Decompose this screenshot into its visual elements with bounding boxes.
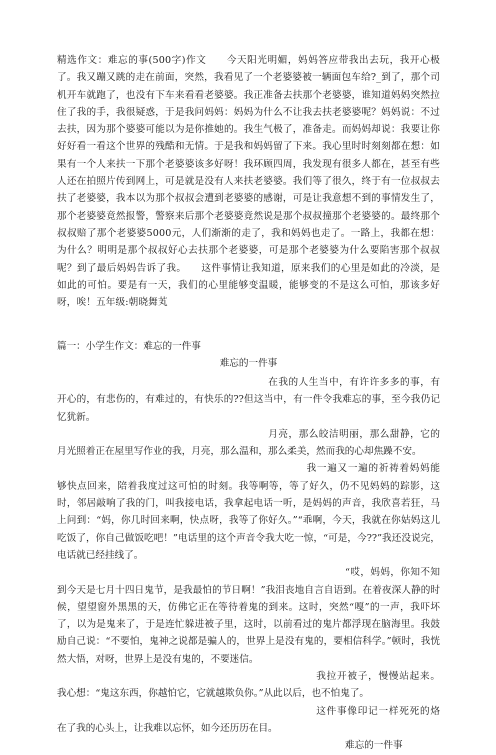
essay-2-story — [57, 374, 440, 755]
story-paragraph-2: 月亮，那么皎洁明丽，那么甜静，它的月光照着正在屋里写作业的我，月亮，那么温和，那么柔美，然而我的心却焦躁不安。 — [57, 428, 440, 458]
essay-2-title: 难忘的一件事 — [219, 358, 278, 369]
story-paragraph-4: “哎，妈妈，你知不知到今天是七月十四日鬼节，是我最怕的节日啊！”我泪丧地自言自语到。在着夜深人静的时候，望望窗外黑黑的天，仿佛它正在等待着鬼的到来。这时，突然“嘎”的一声，我吓坏了，以为是鬼来了，于是连忙躲进被子里，这时，以前看过的鬼片都浮现在脑海里。我鼓励自己说：“不要怕，鬼神之说都是骗人的，世界上是没有鬼的，要相信科学。”顿时，我恍然大悟，对呀，世界上是没有鬼的，不要迷信。 — [57, 567, 440, 665]
story-paragraph-1: 在我的人生当中，有许许多多的事，有开心的，有悲伤的，有难过的，有快乐的??但这当中，有一件令我难忘的事，至今我仍记忆犹新。 — [57, 377, 440, 423]
essay-2-heading: 篇一：小学生作文：难忘的一件事 — [57, 341, 201, 352]
story-paragraph-7: 难忘的一件事 — [345, 740, 403, 752]
story-paragraph-3: 我一遍又一遍的祈祷着妈妈能够快点回来，陪着我度过这可怕的时刻。我等啊等，等了好久，仍不见妈妈的踪影，这时，邻居敲响了我的门，叫我接电话，我拿起电话一听，是妈妈的声音，我欣喜若狂，马上问到：“妈，你几时回来啊，快点呀，我等了你好久。”“乖啊，今天，我就在你姑妈这儿吃饭了，你自己做饭吃吧！”电话里的这个声音令我大吃一惊，“可是，今??”我还没说完，电话就已经挂线了。 — [57, 463, 440, 561]
story-paragraph-6: 这件事像印记一样死死的烙在了我的心头上，让我难以忘怀，如今还历历在目。 — [57, 705, 440, 734]
essay-1-body: 精选作文：难忘的事(500字)作文 今天阳光明媚，妈妈答应带我出去玩，我开心极了。我又蹦又跳的走在前面，突然，我看见了一个老婆婆被一辆面包车给?_到了，那个司机开车就跑了，也没有下车来看看老婆婆。我正准备去扶那个老婆婆，谁知道妈妈突然拉住了我的手，我很疑惑，于是我问妈妈：妈妈为什么不让我去扶老婆婆呢？妈妈说：不过去扶，因为那个婆婆可能以为是你推她的。我生气极了，准备走。而妈妈却说：我要让你好好看一看这个世界的残酷和无情。于是我和妈妈留了下来。我心里时时刻刻都在想：如果有一个人来扶一下那个老婆婆该多好呀！我环顾四周，我发现有很多人都在，甚至有些人还在拍照片传到网上，可是就是没有人来扶老婆婆。我们等了很久，终于有一位叔叔去扶了老婆婆，我本以为那个叔叔会遭到老婆婆的感谢，可是让我意想不到的事情发生了，那个老婆婆竟然报警，警察来后那个老婆婆竟然说是那个叔叔撞那个老婆婆的。最终那个叔叔赔了那个老婆婆5000元，人们渐渐的走了，我和妈妈也走了。一路上，我都在想：为什么？明明是那个叔叔好心去扶那个老婆婆，可是那个老婆婆为什么要陷害那个叔叔呢？到了最后妈妈告诉了我。 这件事情让我知道，原来我们的心里是如此的冷淡，是如此的可怕。要是有一天，我们的心里能够变温暖，能够变的不是这么可怕，那该多好呀，唉！五年级:朝晓舞芄 — [57, 55, 440, 309]
story-paragraph-5: 我拉开被子，慢慢站起来。我心想：“鬼这东西，你越怕它，它就越欺负你。”从此以后，也不怕鬼了。 — [57, 671, 440, 700]
